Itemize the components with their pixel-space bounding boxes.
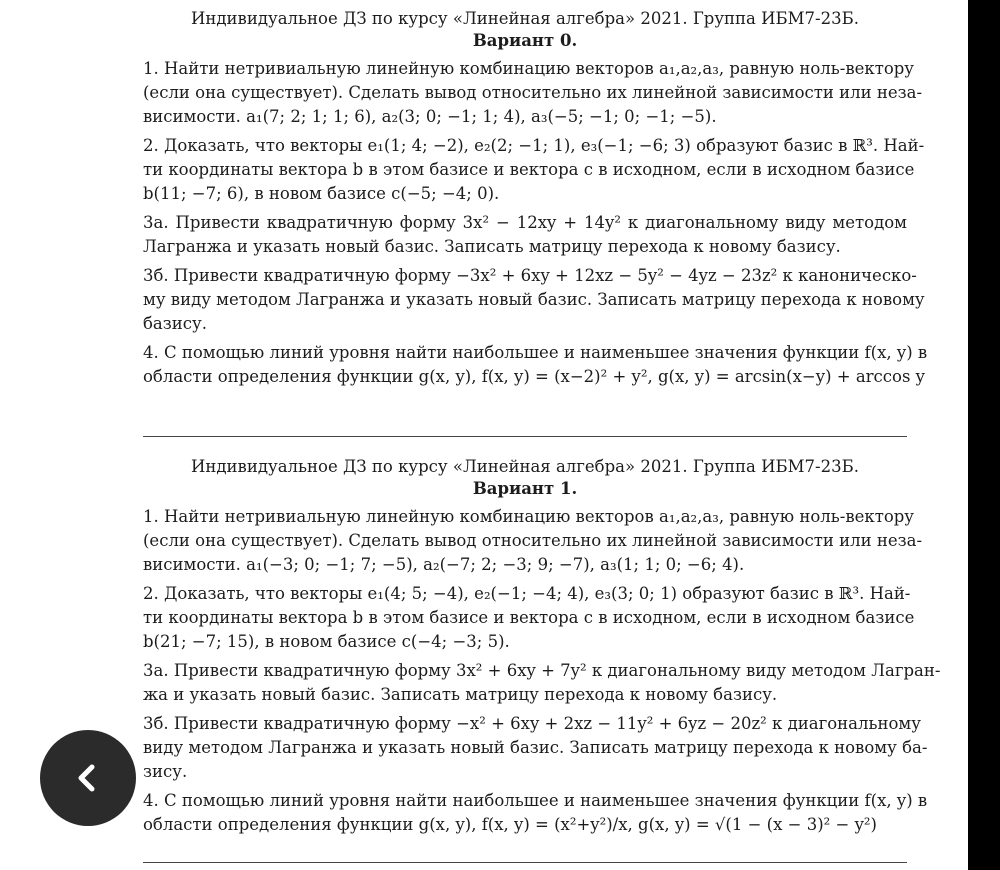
- section-divider: [143, 862, 907, 863]
- task-line: b(21; −7; 15), в новом базисе c(−4; −3; 5).: [143, 632, 510, 651]
- task-2: [143, 134, 925, 206]
- task-line: висимости. a₁(−3; 0; −1; 7; −5), a₂(−7; 2; −3; 9; −7), a₃(1; 1; 0; −6; 4).: [143, 555, 745, 574]
- variant-title: Индивидуальное ДЗ по курсу «Линейная алгебра» 2021. Группа ИБМ7-23Б.: [191, 457, 859, 476]
- task-line: 1. Найти нетривиальную линейную комбинацию векторов a₁,a₂,a₃, равную ноль-вектору: [143, 59, 915, 78]
- task-line: висимости. a₁(7; 2; 1; 1; 6), a₂(3; 0; −1; 1; 4), a₃(−5; −1; 0; −1; −5).: [143, 107, 717, 126]
- task-line: 4. С помощью линий уровня найти наибольшее и наименьшее значения функции f(x, y) в: [143, 791, 928, 810]
- variant-1: [143, 456, 941, 837]
- task-line: ти координаты вектора b в этом базисе и вектора c в исходном, если в исходном базисе: [143, 608, 915, 627]
- task-line: 3а. Привести квадратичную форму 3x² − 12xy + 14y² к диагональному виду методом: [143, 213, 907, 232]
- task-line: 2. Доказать, что векторы e₁(1; 4; −2), e₂(2; −1; 1), e₃(−1; −6; 3) образуют базис в ℝ³. Най-: [143, 136, 925, 155]
- task-line: му виду методом Лагранжа и указать новый базис. Записать матрицу перехода к новому: [143, 290, 925, 309]
- task-line: ти координаты вектора b в этом базисе и вектора c в исходном, если в исходном базисе: [143, 160, 915, 179]
- task-line: виду методом Лагранжа и указать новый базис. Записать матрицу перехода к новому ба-: [143, 738, 928, 757]
- task-line: 3б. Привести квадратичную форму −x² + 6xy + 2xz − 11y² + 6yz − 20z² к диагональному: [143, 714, 921, 733]
- chevron-left-icon: [68, 758, 108, 798]
- task-4: [143, 341, 928, 389]
- task-line: области определения функции g(x, y), f(x, y) = (x−2)² + y², g(x, y) = arcsin(x−y) + arccos y: [143, 367, 925, 386]
- task-line: 2. Доказать, что векторы e₁(4; 5; −4), e₂(−1; −4; 4), e₃(3; 0; 1) образуют базис в ℝ³. Най-: [143, 584, 911, 603]
- variant-heading: [143, 8, 907, 52]
- task-2: [143, 582, 915, 654]
- task-3b: [143, 712, 928, 784]
- variant-subtitle: Вариант 0.: [472, 31, 578, 50]
- task-line: 4. С помощью линий уровня найти наибольшее и наименьшее значения функции f(x, y) в: [143, 343, 928, 362]
- task-line: 1. Найти нетривиальную линейную комбинацию векторов a₁,a₂,a₃, равную ноль-вектору: [143, 507, 915, 526]
- task-1: [143, 57, 923, 129]
- task-line: Лагранжа и указать новый базис. Записать матрицу перехода к новому базису.: [143, 237, 841, 256]
- task-line: жа и указать новый базис. Записать матрицу перехода к новому базису.: [143, 685, 778, 704]
- task-line: 3а. Привести квадратичную форму 3x² + 6xy + 7y² к диагональному виду методом Лагран-: [143, 661, 941, 680]
- variant-subtitle: Вариант 1.: [472, 479, 578, 498]
- task-line: зису.: [143, 762, 188, 781]
- back-button[interactable]: [40, 730, 136, 826]
- task-4: [143, 789, 928, 837]
- task-line: 3б. Привести квадратичную форму −3x² + 6xy + 12xz − 5y² − 4yz − 23z² к каноническо-: [143, 266, 917, 285]
- task-3a: [143, 659, 941, 707]
- task-line: (если она существует). Сделать вывод относительно их линейной зависимости или неза-: [143, 531, 923, 550]
- section-divider: [143, 436, 907, 437]
- variant-0: [143, 8, 928, 389]
- task-1: [143, 505, 923, 577]
- side-margin: [968, 0, 1000, 870]
- task-line: базису.: [143, 314, 207, 333]
- variant-heading: [143, 456, 907, 500]
- variant-title: Индивидуальное ДЗ по курсу «Линейная алгебра» 2021. Группа ИБМ7-23Б.: [191, 9, 859, 28]
- task-line: области определения функции g(x, y), f(x, y) = (x²+y²)/x, g(x, y) = √(1 − (x − 3)² − y²): [143, 815, 877, 834]
- task-line: b(11; −7; 6), в новом базисе c(−5; −4; 0).: [143, 184, 500, 203]
- task-line: (если она существует). Сделать вывод относительно их линейной зависимости или неза-: [143, 83, 923, 102]
- task-3a: [143, 211, 907, 259]
- task-3b: [143, 264, 925, 336]
